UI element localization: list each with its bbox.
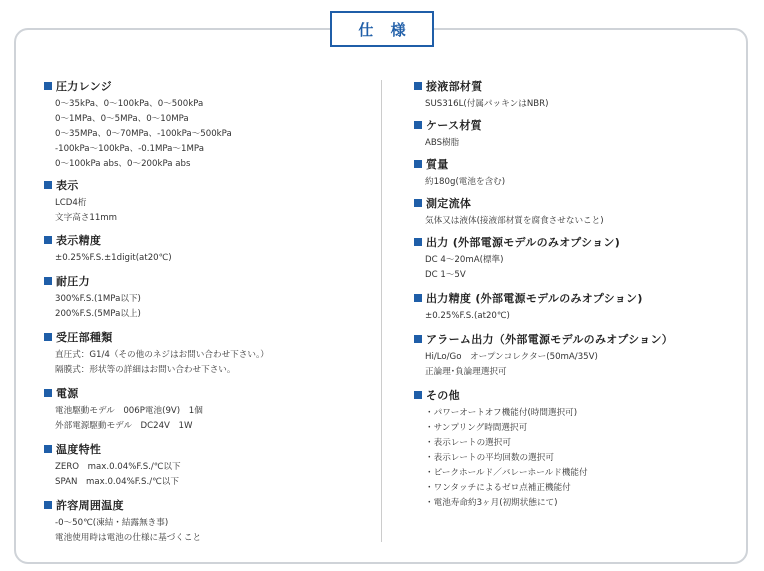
square-bullet-icon — [44, 333, 52, 341]
spec-heading-text: 受圧部種類 — [56, 330, 113, 344]
column-divider — [381, 80, 382, 542]
spec-line: Hi/Lo/Go オープンコレクター(50mA/35V) — [425, 352, 598, 362]
spec-lines — [44, 516, 364, 546]
spec-line: 300%F.S.(1MPa以下) — [55, 294, 141, 304]
spec-lines — [44, 251, 364, 266]
spec-heading-text: アラーム出力（外部電源モデルのみオプション） — [426, 332, 674, 346]
spec-section — [44, 496, 364, 546]
spec-section — [414, 116, 744, 151]
spec-heading-text: 電源 — [56, 386, 79, 400]
spec-heading-text: ケース材質 — [426, 118, 482, 132]
spec-heading — [414, 194, 744, 211]
spec-heading — [414, 77, 744, 94]
spec-section — [44, 77, 364, 172]
spec-line: ・ピークホールド／バレーホールド機能付 — [425, 468, 588, 478]
spec-lines — [414, 350, 744, 380]
spec-line: -100kPa～100kPa、-0.1MPa～1MPa — [55, 144, 204, 154]
spec-line: ±0.25%F.S.(at20℃) — [425, 311, 510, 321]
spec-line: ・表示レートの選択可 — [425, 438, 511, 448]
spec-line: DC 4～20mA(標準) — [425, 255, 504, 265]
square-bullet-icon — [44, 445, 52, 453]
spec-line: 隔膜式：形状等の詳細はお問い合わせ下さい。 — [55, 365, 236, 375]
spec-heading-text: 質量 — [426, 157, 449, 171]
spec-section — [44, 384, 364, 434]
spec-section — [414, 77, 744, 112]
spec-line: ・サンプリング時間選択可 — [425, 423, 528, 433]
square-bullet-icon — [414, 391, 422, 399]
square-bullet-icon — [414, 82, 422, 90]
spec-line: ZERO max.0.04%F.S./℃以下 — [55, 462, 181, 472]
spec-line: 200%F.S.(5MPa以上) — [55, 309, 141, 319]
spec-lines — [414, 175, 744, 190]
spec-heading — [44, 272, 364, 289]
spec-line: 正論理･負論理選択可 — [425, 367, 507, 377]
spec-line: SPAN max.0.04%F.S./℃以下 — [55, 477, 179, 487]
spec-heading-text: 出力精度 (外部電源モデルのみオプション) — [426, 291, 643, 305]
spec-heading — [44, 496, 364, 513]
spec-heading — [414, 116, 744, 133]
spec-lines — [414, 406, 744, 511]
spec-heading — [414, 289, 744, 306]
spec-lines — [414, 136, 744, 151]
spec-line: DC 1～5V — [425, 270, 466, 280]
spec-heading — [44, 440, 364, 457]
spec-lines — [414, 309, 744, 324]
square-bullet-icon — [44, 181, 52, 189]
spec-line: 文字高さ11mm — [55, 213, 118, 223]
spec-line: ・電池寿命約3ヶ月(初期状態にて) — [425, 498, 558, 508]
spec-section — [44, 272, 364, 322]
spec-line: -0～50℃(凍結・結露無き事) — [55, 518, 169, 528]
spec-lines — [414, 253, 744, 283]
spec-heading — [44, 176, 364, 193]
spec-section — [44, 328, 364, 378]
square-bullet-icon — [414, 335, 422, 343]
spec-line: LCD4桁 — [55, 198, 87, 208]
spec-section — [414, 386, 744, 511]
spec-line: 0～35MPa、0～70MPa、-100kPa～500kPa — [55, 129, 232, 139]
spec-lines — [44, 97, 364, 172]
spec-line: ・パワーオートオフ機能付(時間選択可) — [425, 408, 578, 418]
square-bullet-icon — [44, 277, 52, 285]
spec-heading-text: 出力 (外部電源モデルのみオプション) — [426, 235, 621, 249]
spec-line: 電池駆動モデル 006P電池(9V) 1個 — [55, 406, 203, 416]
spec-lines — [44, 292, 364, 322]
spec-section — [44, 176, 364, 226]
spec-line: ABS樹脂 — [425, 138, 460, 148]
spec-heading-text: 温度特性 — [56, 442, 102, 456]
spec-line: SUS316L(付属パッキンはNBR) — [425, 99, 549, 109]
spec-heading — [414, 386, 744, 403]
spec-line: 直圧式：G1/4（その他のネジはお問い合わせ下さい。） — [55, 350, 269, 360]
spec-heading — [414, 155, 744, 172]
spec-heading-text: 接液部材質 — [426, 79, 483, 93]
square-bullet-icon — [414, 199, 422, 207]
spec-heading-text: 表示 — [56, 178, 79, 192]
spec-lines — [44, 348, 364, 378]
spec-line: ・表示レートの平均回数の選択可 — [425, 453, 554, 463]
square-bullet-icon — [44, 501, 52, 509]
square-bullet-icon — [44, 82, 52, 90]
spec-section — [44, 231, 364, 266]
square-bullet-icon — [44, 389, 52, 397]
left-column — [44, 77, 364, 546]
spec-lines — [44, 404, 364, 434]
spec-heading-text: 耐圧力 — [56, 274, 90, 288]
spec-lines — [414, 214, 744, 229]
spec-section — [414, 330, 744, 380]
spec-lines — [44, 460, 364, 490]
spec-line: 電池使用時は電池の仕様に基づくこと — [55, 533, 202, 543]
spec-section — [414, 194, 744, 229]
square-bullet-icon — [414, 121, 422, 129]
spec-heading — [44, 231, 364, 248]
spec-line: 気体又は液体(接液部材質を腐食させないこと) — [425, 216, 604, 226]
spec-heading-text: 表示精度 — [56, 233, 102, 247]
spec-heading-text: その他 — [426, 388, 460, 402]
spec-heading — [414, 330, 744, 347]
spec-heading-text: 許容周囲温度 — [56, 498, 124, 512]
spec-line: 0～100kPa abs、0～200kPa abs — [55, 159, 191, 169]
spec-lines — [414, 97, 744, 112]
spec-section — [414, 233, 744, 283]
spec-line: ±0.25%F.S.±1digit(at20℃) — [55, 253, 172, 263]
spec-heading — [414, 233, 744, 250]
square-bullet-icon — [414, 294, 422, 302]
page-title: 仕 様 — [330, 11, 434, 47]
spec-line: 0～35kPa、0～100kPa、0～500kPa — [55, 99, 204, 109]
square-bullet-icon — [414, 160, 422, 168]
spec-heading-text: 測定流体 — [426, 196, 472, 210]
spec-line: 外部電源駆動モデル DC24V 1W — [55, 421, 193, 431]
spec-heading — [44, 328, 364, 345]
spec-section — [414, 289, 744, 324]
spec-lines — [44, 196, 364, 226]
spec-line: 約180g(電池を含む) — [425, 177, 506, 187]
spec-line: ・ワンタッチによるゼロ点補正機能付 — [425, 483, 571, 493]
spec-section — [44, 440, 364, 490]
spec-heading-text: 圧力レンジ — [56, 79, 112, 93]
spec-heading — [44, 384, 364, 401]
right-column — [414, 77, 744, 511]
square-bullet-icon — [414, 238, 422, 246]
square-bullet-icon — [44, 236, 52, 244]
spec-heading — [44, 77, 364, 94]
spec-line: 0～1MPa、0～5MPa、0～10MPa — [55, 114, 189, 124]
spec-section — [414, 155, 744, 190]
